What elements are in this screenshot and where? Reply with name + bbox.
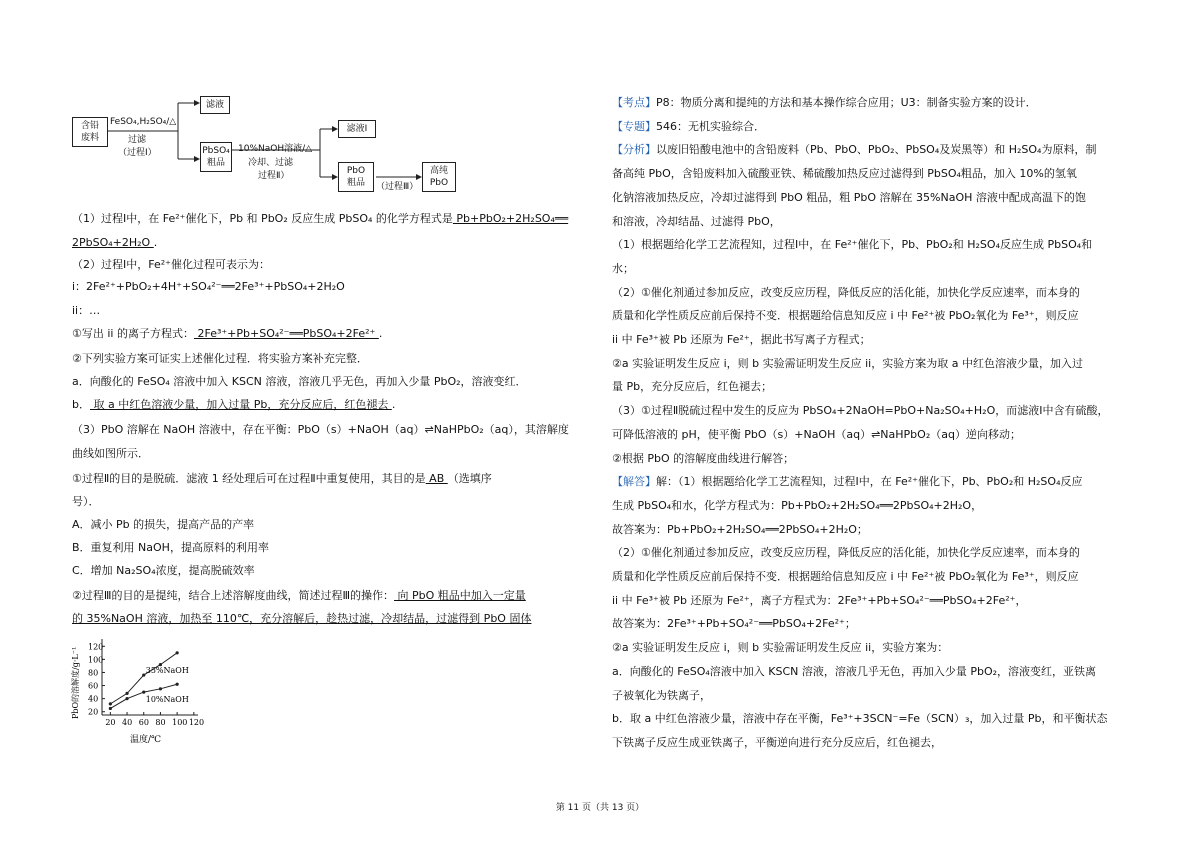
step3-process-label: （过程Ⅲ） [376, 182, 419, 192]
right-line-text: 水； [612, 261, 634, 275]
data-point [176, 683, 179, 686]
series-label: 35%NaOH [145, 666, 189, 676]
left-line-text: ②过程Ⅲ的目的是提纯，结合上述溶解度曲线，简述过程Ⅲ的操作： [72, 589, 395, 602]
right-text-line [612, 404, 1109, 418]
right-text-line [612, 594, 1027, 608]
left-text-line [72, 541, 269, 555]
pbo-crude-box: PbO 粗品 [338, 162, 374, 192]
right-text-line [612, 499, 982, 513]
step1-reagent-label: FeSO₄,H₂SO₄/△ [110, 117, 177, 127]
right-text-line [612, 191, 1086, 205]
data-point [109, 702, 112, 705]
step2-process-label: 过程Ⅱ） [258, 171, 290, 181]
left-line-text: C．增加 Na₂SO₄浓度，提高脱硫效率 [72, 564, 255, 577]
solubility-chart [70, 635, 210, 745]
left-line-text: （3）PbO 溶解在 NaOH 溶液中，存在平衡：PbO（s）+NaOH（aq）⇌NaHPbO₂（aq），其溶解度 [72, 423, 569, 436]
left-text-line [72, 258, 270, 272]
right-text-line [612, 570, 1079, 584]
right-line-text: 子被氧化为铁离子， [612, 688, 711, 702]
filtrate-box: 滤液 [200, 96, 230, 114]
right-text-line [612, 523, 868, 537]
right-text-line [612, 357, 1083, 371]
right-line-text: 546：无机实验综合． [656, 119, 765, 133]
series-label: 10%NaOH [145, 695, 189, 705]
left-line-text: 曲线如图所示． [72, 447, 149, 460]
right-text-line [612, 120, 765, 134]
data-point [125, 697, 128, 700]
left-line-tail: . [378, 327, 383, 340]
raw-material-box: 含铅 废料 [72, 117, 108, 147]
right-line-text: 以废旧铅酸电池中的含铅废料（Pb、PbO、PbO₂、PbSO₄及炭黑等）和 H₂SO₄为原料，制 [656, 143, 1097, 157]
right-text-line [612, 333, 871, 347]
pbso4-crude-box: PbSO₄ 粗品 [200, 142, 232, 172]
y-tick-label: 120 [88, 642, 104, 652]
left-text-line [72, 212, 568, 226]
left-line-text: i：2Fe²⁺+PbO₂+4H⁺+SO₄²⁻══2Fe³⁺+PbSO₄+2H₂O [72, 280, 345, 293]
left-text-line [72, 472, 492, 486]
step2-reagent-label: 10%NaOH溶液/△ [238, 144, 313, 154]
left-text-line [72, 589, 526, 603]
right-line-text: 质量和化学性质反应前后保持不变．根据题给信息知反应 i 中 Fe²⁺被 PbO₂氧化为 Fe³⁺，则反应 [612, 309, 1079, 323]
pure-pbo-box: 高纯 PbO [422, 162, 456, 192]
answer-fill: Pb+PbO₂+2H₂SO₄══ [452, 212, 569, 225]
left-text-line [72, 236, 157, 250]
answer-fill: 向 PbO 粗品中加入一定量 [394, 589, 526, 602]
y-tick-label: 40 [88, 694, 99, 704]
left-text-line [72, 352, 368, 366]
x-tick-label: 20 [105, 718, 116, 727]
left-line-text: B．重复利用 NaOH，提高原料的利用率 [72, 541, 269, 554]
x-tick-label: 80 [155, 718, 166, 727]
right-text-line [612, 452, 794, 466]
step1-process-label: （过程Ⅰ） [118, 148, 157, 158]
right-line-text: 故答案为：Pb+PbO₂+2H₂SO₄══2PbSO₄+2H₂O； [612, 522, 868, 536]
step2-operation-label: 冷却、过滤 [248, 158, 294, 168]
left-line-text: a．向酸化的 FeSO₄ 溶液中加入 KSCN 溶液，溶液几乎无色，再加入少量 PbO₂，溶液变红． [72, 375, 527, 388]
chart-ylabel: PbO的溶解度/g·L⁻¹ [71, 646, 80, 719]
right-line-text: ②根据 PbO 的溶解度曲线进行解答； [612, 451, 795, 465]
y-tick-label: 100 [88, 655, 104, 665]
x-tick-label: 120 [188, 718, 205, 727]
answer-fill: AB [425, 472, 448, 485]
filtrate-1-box: 滤液Ⅰ [338, 120, 376, 138]
left-line-tail: （选填序 [447, 472, 492, 485]
right-text-line [612, 475, 1082, 489]
right-text-line [612, 238, 1092, 252]
right-line-text: 质量和化学性质反应前后保持不变．根据题给信息知反应 i 中 Fe²⁺被 PbO₂氧化为 Fe³⁺，则反应 [612, 570, 1079, 583]
right-line-text: 解：（1）根据题给化学工艺流程知，过程Ⅰ中，在 Fe²⁺催化下，Pb、PbO₂和 H₂SO₄反应 [656, 475, 1083, 489]
left-text-line [72, 304, 100, 318]
left-text-line [72, 375, 527, 389]
right-line-text: 和溶液，冷却结晶、过滤得 PbO， [612, 214, 781, 228]
right-line-text: （3）①过程Ⅱ脱硫过程中发生的反应为 PbSO₄+2NaOH=PbO+Na₂SO₄+H₂O，而滤液Ⅰ中含有硫酸， [612, 404, 1109, 418]
answer-fill: 取 a 中红色溶液少量，加入过量 Pb，充分反应后，红色褪去 [89, 398, 392, 411]
y-tick-label: 20 [88, 707, 99, 717]
right-text-line [612, 617, 856, 631]
left-line-tail: . [391, 398, 396, 411]
left-text-line [72, 612, 531, 626]
answer-fill: 2Fe³⁺+Pb+SO₄²⁻══PbSO₄+2Fe²⁺ [193, 327, 379, 340]
left-text-line [72, 398, 395, 412]
left-line-text: ①写出 ii 的离子方程式： [72, 327, 194, 340]
right-line-text: b．取 a 中红色溶液少量，溶液中存在平衡，Fe³⁺+3SCN⁻=Fe（SCN）₃，加入过量 Pb，和平衡状态 [612, 712, 1108, 726]
right-text-line [612, 215, 781, 229]
left-line-text: ②下列实验方案可证实上述催化过程．将实验方案补充完整． [72, 352, 368, 365]
right-line-text: 故答案为：2Fe³⁺+Pb+SO₄²⁻══PbSO₄+2Fe²⁺； [612, 617, 856, 631]
answer-fill: 的 35%NaOH 溶液，加热至 110℃，充分溶解后，趁热过滤，冷却结晶，过滤得到 PbO 固体 [72, 612, 532, 625]
right-line-text: 化钠溶液加热反应，冷却过滤得到 PbO 粗品，粗 PbO 溶解在 35%NaOH 溶液中配成高温下的饱 [612, 190, 1086, 204]
step1-operation-label: 过滤 [128, 135, 147, 145]
section-tag: 【专题】 [612, 119, 656, 133]
page-footer: 第 11 页（共 13 页） [555, 803, 645, 813]
right-line-text: 备高纯 PbO，含铅废料加入硫酸亚铁、稀硫酸加热反应过滤得到 PbSO₄粗品，加入 10%的氢氧 [612, 167, 1077, 181]
left-text-line [72, 495, 100, 509]
section-tag: 【考点】 [612, 96, 656, 109]
right-line-text: （2）①催化剂通过参加反应，改变反应历程，降低反应的活化能，加快化学反应速率，而本身的 [612, 546, 1080, 560]
right-line-text: （2）①催化剂通过参加反应，改变反应历程，降低反应的活化能，加快化学反应速率，而本身的 [612, 285, 1080, 299]
right-text-line [612, 546, 1080, 560]
right-text-line [612, 428, 1021, 442]
right-line-text: （1）根据题给化学工艺流程知，过程Ⅰ中，在 Fe²⁺催化下，Pb、PbO₂和 H₂SO₄反应生成 PbSO₄和 [612, 238, 1093, 252]
y-tick-label: 80 [88, 668, 99, 678]
right-line-text: ②a 实验证明发生反应 i，则 b 实验需证明发生反应 ii，实验方案为取 a 中红色溶液少量，加入过 [612, 356, 1083, 370]
chart-xlabel: 温度/℃ [130, 735, 162, 745]
right-line-text: ii 中 Fe³⁺被 Pb 还原为 Fe²⁺，据此书写离子方程式； [612, 333, 871, 346]
y-tick-label: 60 [88, 681, 99, 691]
data-point [109, 707, 112, 710]
section-tag: 【解答】 [612, 475, 656, 489]
right-line-text: a．向酸化的 FeSO₄溶液中加入 KSCN 溶液，溶液几乎无色，再加入少量 PbO₂，溶液变红，亚铁离 [612, 664, 1097, 678]
right-text-line [612, 380, 772, 394]
left-line-text: （1）过程Ⅰ中，在 Fe²⁺催化下，Pb 和 PbO₂ 反应生成 PbSO₄ 的化学方程式是 [72, 212, 453, 225]
right-text-line [612, 712, 1107, 726]
left-text-line [72, 423, 569, 437]
left-line-text: （2）过程Ⅰ中，Fe²⁺催化过程可表示为： [72, 258, 270, 271]
right-text-line [612, 736, 942, 750]
answer-fill: 2PbSO₄+2H₂O [72, 236, 154, 249]
left-line-text: b． [72, 398, 90, 411]
right-text-line [612, 143, 1096, 157]
data-point [159, 687, 162, 690]
right-text-line [612, 286, 1080, 300]
right-line-text: 生成 PbSO₄和水，化学方程式为：Pb+PbO₂+2H₂SO₄══2PbSO₄+2H₂O， [612, 498, 983, 512]
x-tick-label: 60 [138, 718, 149, 727]
right-line-text: 量 Pb，充分反应后，红色褪去； [612, 380, 773, 394]
left-line-text: A．减小 Pb 的损失，提高产品的产率 [72, 518, 255, 531]
left-text-line [72, 518, 254, 532]
right-line-text: P8：物质分离和提纯的方法和基本操作综合应用；U3：制备实验方案的设计． [656, 96, 1037, 109]
right-line-text: ii 中 Fe³⁺被 Pb 还原为 Fe²⁺，离子方程式为：2Fe³⁺+Pb+SO₄²⁻══PbSO₄+2Fe²⁺， [612, 593, 1027, 607]
right-line-text: ②a 实验证明发生反应 i，则 b 实验需证明发生反应 ii，实验方案为： [612, 641, 949, 655]
right-text-line [612, 641, 948, 655]
left-text-line [72, 447, 149, 461]
left-line-text: ①过程Ⅱ的目的是脱硫．滤液 1 经处理后可在过程Ⅱ中重复使用，其目的是 [72, 472, 426, 485]
right-text-line [612, 262, 634, 276]
left-text-line [72, 564, 255, 578]
right-text-line [612, 167, 1077, 181]
right-line-text: 下铁离子反应生成亚铁离子，平衡逆向进行充分反应后，红色褪去， [612, 735, 942, 749]
data-point [176, 651, 179, 654]
x-tick-label: 100 [172, 718, 188, 727]
right-line-text: 可降低溶液的 pH，使平衡 PbO（s）+NaOH（aq）⇌NaHPbO₂（aq）逆向移动； [612, 427, 1021, 441]
right-text-line [612, 309, 1079, 323]
left-text-line [72, 280, 345, 294]
left-line-tail: . [153, 236, 158, 249]
data-point [142, 690, 145, 693]
x-tick-label: 40 [122, 718, 133, 727]
left-line-text: ii：… [72, 304, 101, 317]
right-text-line [612, 689, 711, 703]
data-point [125, 692, 128, 695]
left-text-line [72, 327, 382, 341]
section-tag: 【分析】 [612, 143, 656, 157]
left-line-text: 号）． [72, 495, 100, 508]
right-text-line [612, 665, 1096, 679]
right-text-line [612, 96, 1037, 110]
